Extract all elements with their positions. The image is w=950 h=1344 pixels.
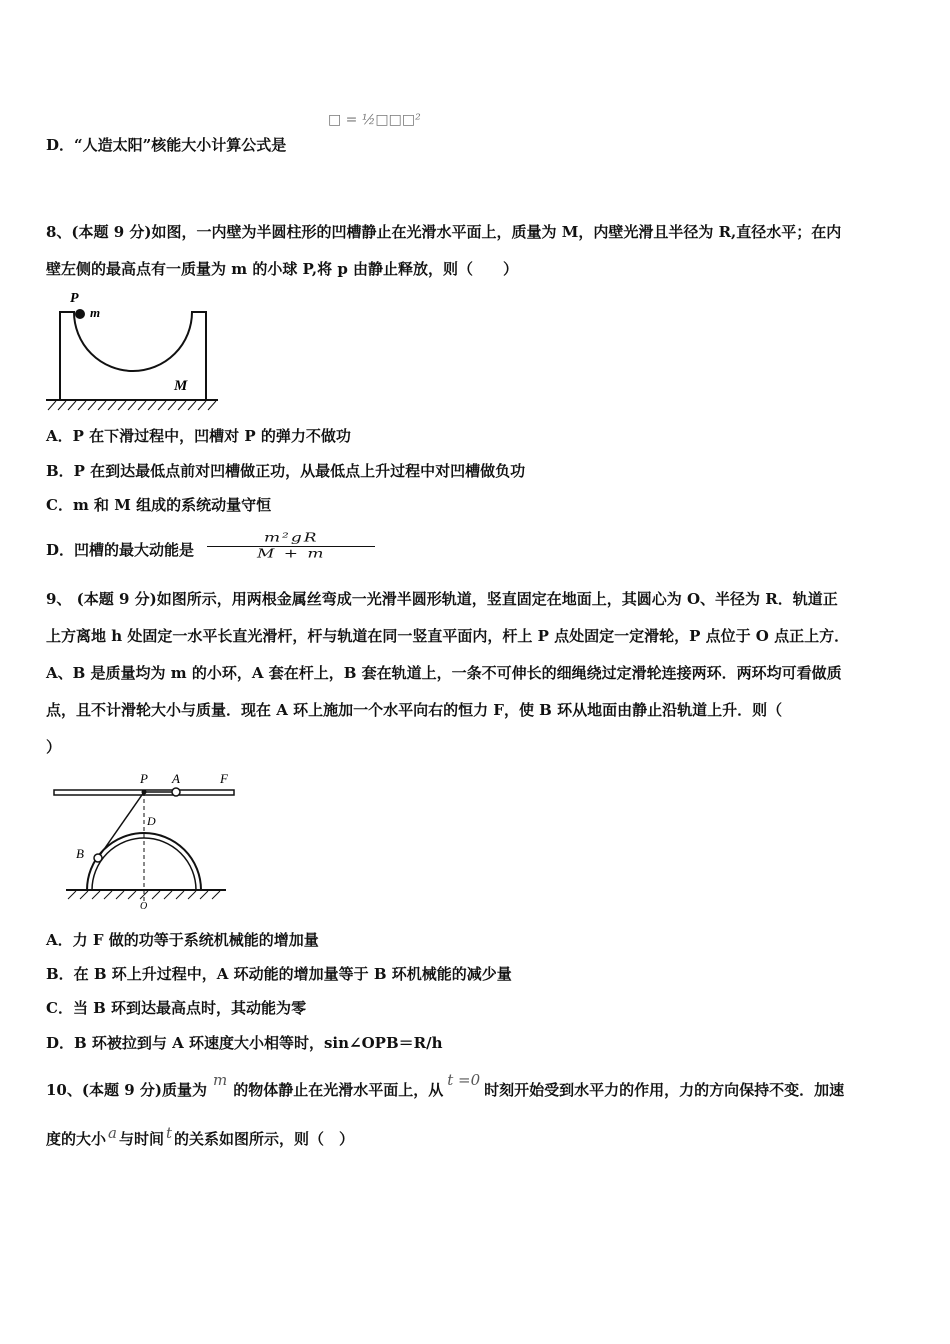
q8-formula-denominator: M + m (256, 546, 326, 561)
q8-option-d-text: D．凹槽的最大动能是 (46, 541, 195, 559)
q9-option-b: B．在 B 环上升过程中，A 环动能的增加量等于 B 环机械能的减少量 (46, 965, 512, 983)
q10-var-t0: t =0 (447, 1071, 481, 1089)
q10-text-6: 的关系如图所示，则（ ） (174, 1130, 355, 1148)
q9-pulley-icon (142, 790, 147, 795)
q10-stem-line2 (46, 1124, 355, 1149)
q9-figure (50, 768, 240, 910)
q9-ring-b-icon (94, 854, 102, 862)
q8-stem-line2: 壁左侧的最高点有一质量为 m 的小球 P,将 p 由静止释放，则（ ） (46, 260, 519, 278)
q10-text-4: 度的大小 (46, 1130, 107, 1148)
q8-option-b: B．P 在到达最低点前对凹槽做正功，从最低点上升过程中对凹槽做负功 (46, 462, 526, 480)
q9-label-o: O (140, 901, 148, 910)
q8-label-p: P (70, 291, 79, 306)
q10-var-t: t (165, 1124, 173, 1142)
q10-text-2: 的物体静止在光滑水平面上，从 (233, 1081, 444, 1099)
q9-stem-line4: 点，且不计滑轮大小与质量．现在 A 环上施加一个水平向右的恒力 F，使 B 环从地面由静止沿轨道上升．则（ (46, 701, 783, 719)
q9-label-b: B (76, 846, 84, 861)
q8-stem-line1: 8、(本题 9 分)如图，一内壁为半圆柱形的凹槽静止在光滑水平面上，质量为 M，内壁光滑且半径为 R,直径水平；在内 (46, 223, 842, 241)
q8-formula-numerator: m²gR (263, 530, 319, 545)
q9-label-a: A (172, 771, 180, 786)
q7-formula: □ = ½□□□² (328, 112, 421, 128)
q9-option-d: D．B 环被拉到与 A 环速度大小相等时，sin∠OPB＝R/h (46, 1034, 443, 1052)
q9-label-d: D (147, 814, 156, 828)
q9-label-f: F (220, 771, 228, 786)
q9-stem-line3: A、B 是质量均为 m 的小环，A 套在杆上，B 套在轨道上，一条不可伸长的细绳绕过定滑轮连接两环．两环均可看做质 (46, 664, 842, 682)
q8-label-m: m (90, 305, 101, 320)
q8-ball-icon (75, 309, 85, 319)
q9-stem-line1: 9、 (本题 9 分)如图所示，用两根金属丝弯成一光滑半圆形轨道，竖直固定在地面上，其圆心为 O、半径为 R．轨道正 (46, 590, 838, 608)
q8-label-M: M (174, 378, 188, 394)
q8-option-a: A．P 在下滑过程中，凹槽对 P 的弹力不做功 (46, 427, 351, 445)
q9-stem-line5: ） (46, 738, 62, 756)
q8-option-c: C．m 和 M 组成的系统动量守恒 (46, 496, 272, 514)
q10-var-m: m (212, 1071, 228, 1089)
q10-text-5: 与时间 (118, 1130, 164, 1148)
q9-option-c: C．当 B 环到达最高点时，其动能为零 (46, 999, 307, 1017)
q7-option-d-text: D．“人造太阳”核能大小计算公式是 (46, 136, 287, 154)
q7-option-d (46, 135, 286, 155)
q10-text-1: 10、(本题 9 分)质量为 (46, 1081, 207, 1099)
q10-var-a: a (108, 1124, 117, 1142)
q8-figure (44, 290, 220, 412)
q8-option-d-formula (207, 532, 375, 561)
q10-text-3: 时刻开始受到水平力的作用，力的方向保持不变．加速 (484, 1081, 845, 1099)
q10-stem-line1 (46, 1071, 845, 1100)
q9-ring-a-icon (172, 788, 180, 796)
q9-option-a: A．力 F 做的功等于系统机械能的增加量 (46, 931, 319, 949)
q9-stem-line2: 上方离地 h 处固定一水平长直光滑杆，杆与轨道在同一竖直平面内，杆上 P 点处固定一定滑轮，P 点位于 O 点正上方． (46, 627, 850, 645)
q9-label-p: P (140, 771, 148, 786)
q8-option-d (46, 530, 375, 561)
